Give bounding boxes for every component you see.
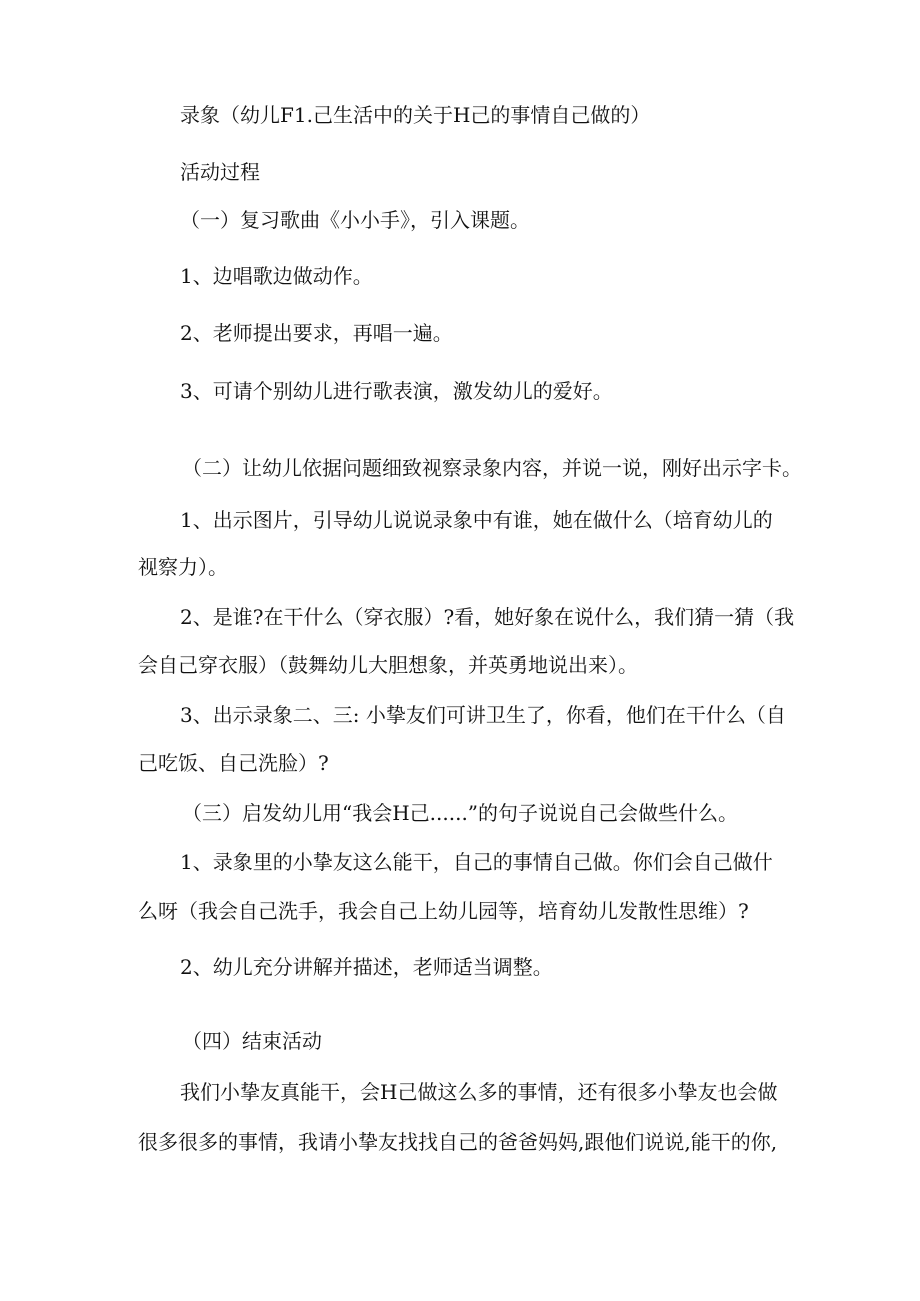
- section-one-heading: （一）复习歌曲《小小手》，引入课题。: [180, 208, 530, 232]
- section-two-item-2-cont: 会自己穿衣服）（鼓舞幼儿大胆想象，并英勇地说出来）。: [138, 653, 638, 677]
- section-four-heading: （四）结束活动: [182, 1029, 322, 1053]
- section-three-heading: （三）启发幼儿用“我会H己......”的句子说说自己会做些什么。: [182, 801, 739, 825]
- section-two-heading: （二）让幼儿依据问题细致视察录象内容，并说一说，刚好出示字卡。: [182, 456, 802, 480]
- section-one-item-3: 3、可请个别幼儿进行歌表演，激发幼儿的爱好。: [180, 379, 613, 403]
- section-one-item-2: 2、老师提出要求，再唱一遍。: [180, 321, 453, 345]
- section-two-item-2: 2、是谁?在干什么（穿衣服）?看，她好象在说什么，我们猜一猜（我: [180, 605, 795, 629]
- video-material-line: 录象（幼儿F1.己生活中的关于H己的事情自己做的）: [180, 103, 651, 127]
- closing-paragraph-line-2: 很多很多的事情，我请小挚友找找自己的爸爸妈妈,跟他们说说,能干的你,: [138, 1130, 778, 1154]
- section-one-item-1: 1、边唱歌边做动作。: [180, 264, 373, 288]
- activity-process-heading: 活动过程: [180, 160, 260, 184]
- section-two-item-1: 1、出示图片，引导幼儿说说录象中有谁，她在做什么（培育幼儿的: [180, 508, 773, 532]
- section-three-item-1-cont: 么呀（我会自己洗手，我会自己上幼儿园等，培育幼儿发散性思维）?: [138, 899, 749, 923]
- section-two-item-1-cont: 视察力）。: [138, 555, 228, 579]
- section-three-item-2: 2、幼儿充分讲解并描述，老师适当调整。: [180, 955, 553, 979]
- closing-paragraph-line-1: 我们小挚友真能干，会H己做这么多的事情，还有很多小挚友也会做: [180, 1080, 778, 1104]
- section-three-item-1: 1、录象里的小挚友这么能干，自己的事情自己做。你们会自己做什: [180, 850, 773, 874]
- section-two-item-3: 3、出示录象二、三: 小挚友们可讲卫生了，你看，他们在干什么（自: [180, 703, 786, 727]
- section-two-item-3-cont: 己吃饭、自己洗脸）?: [138, 751, 329, 775]
